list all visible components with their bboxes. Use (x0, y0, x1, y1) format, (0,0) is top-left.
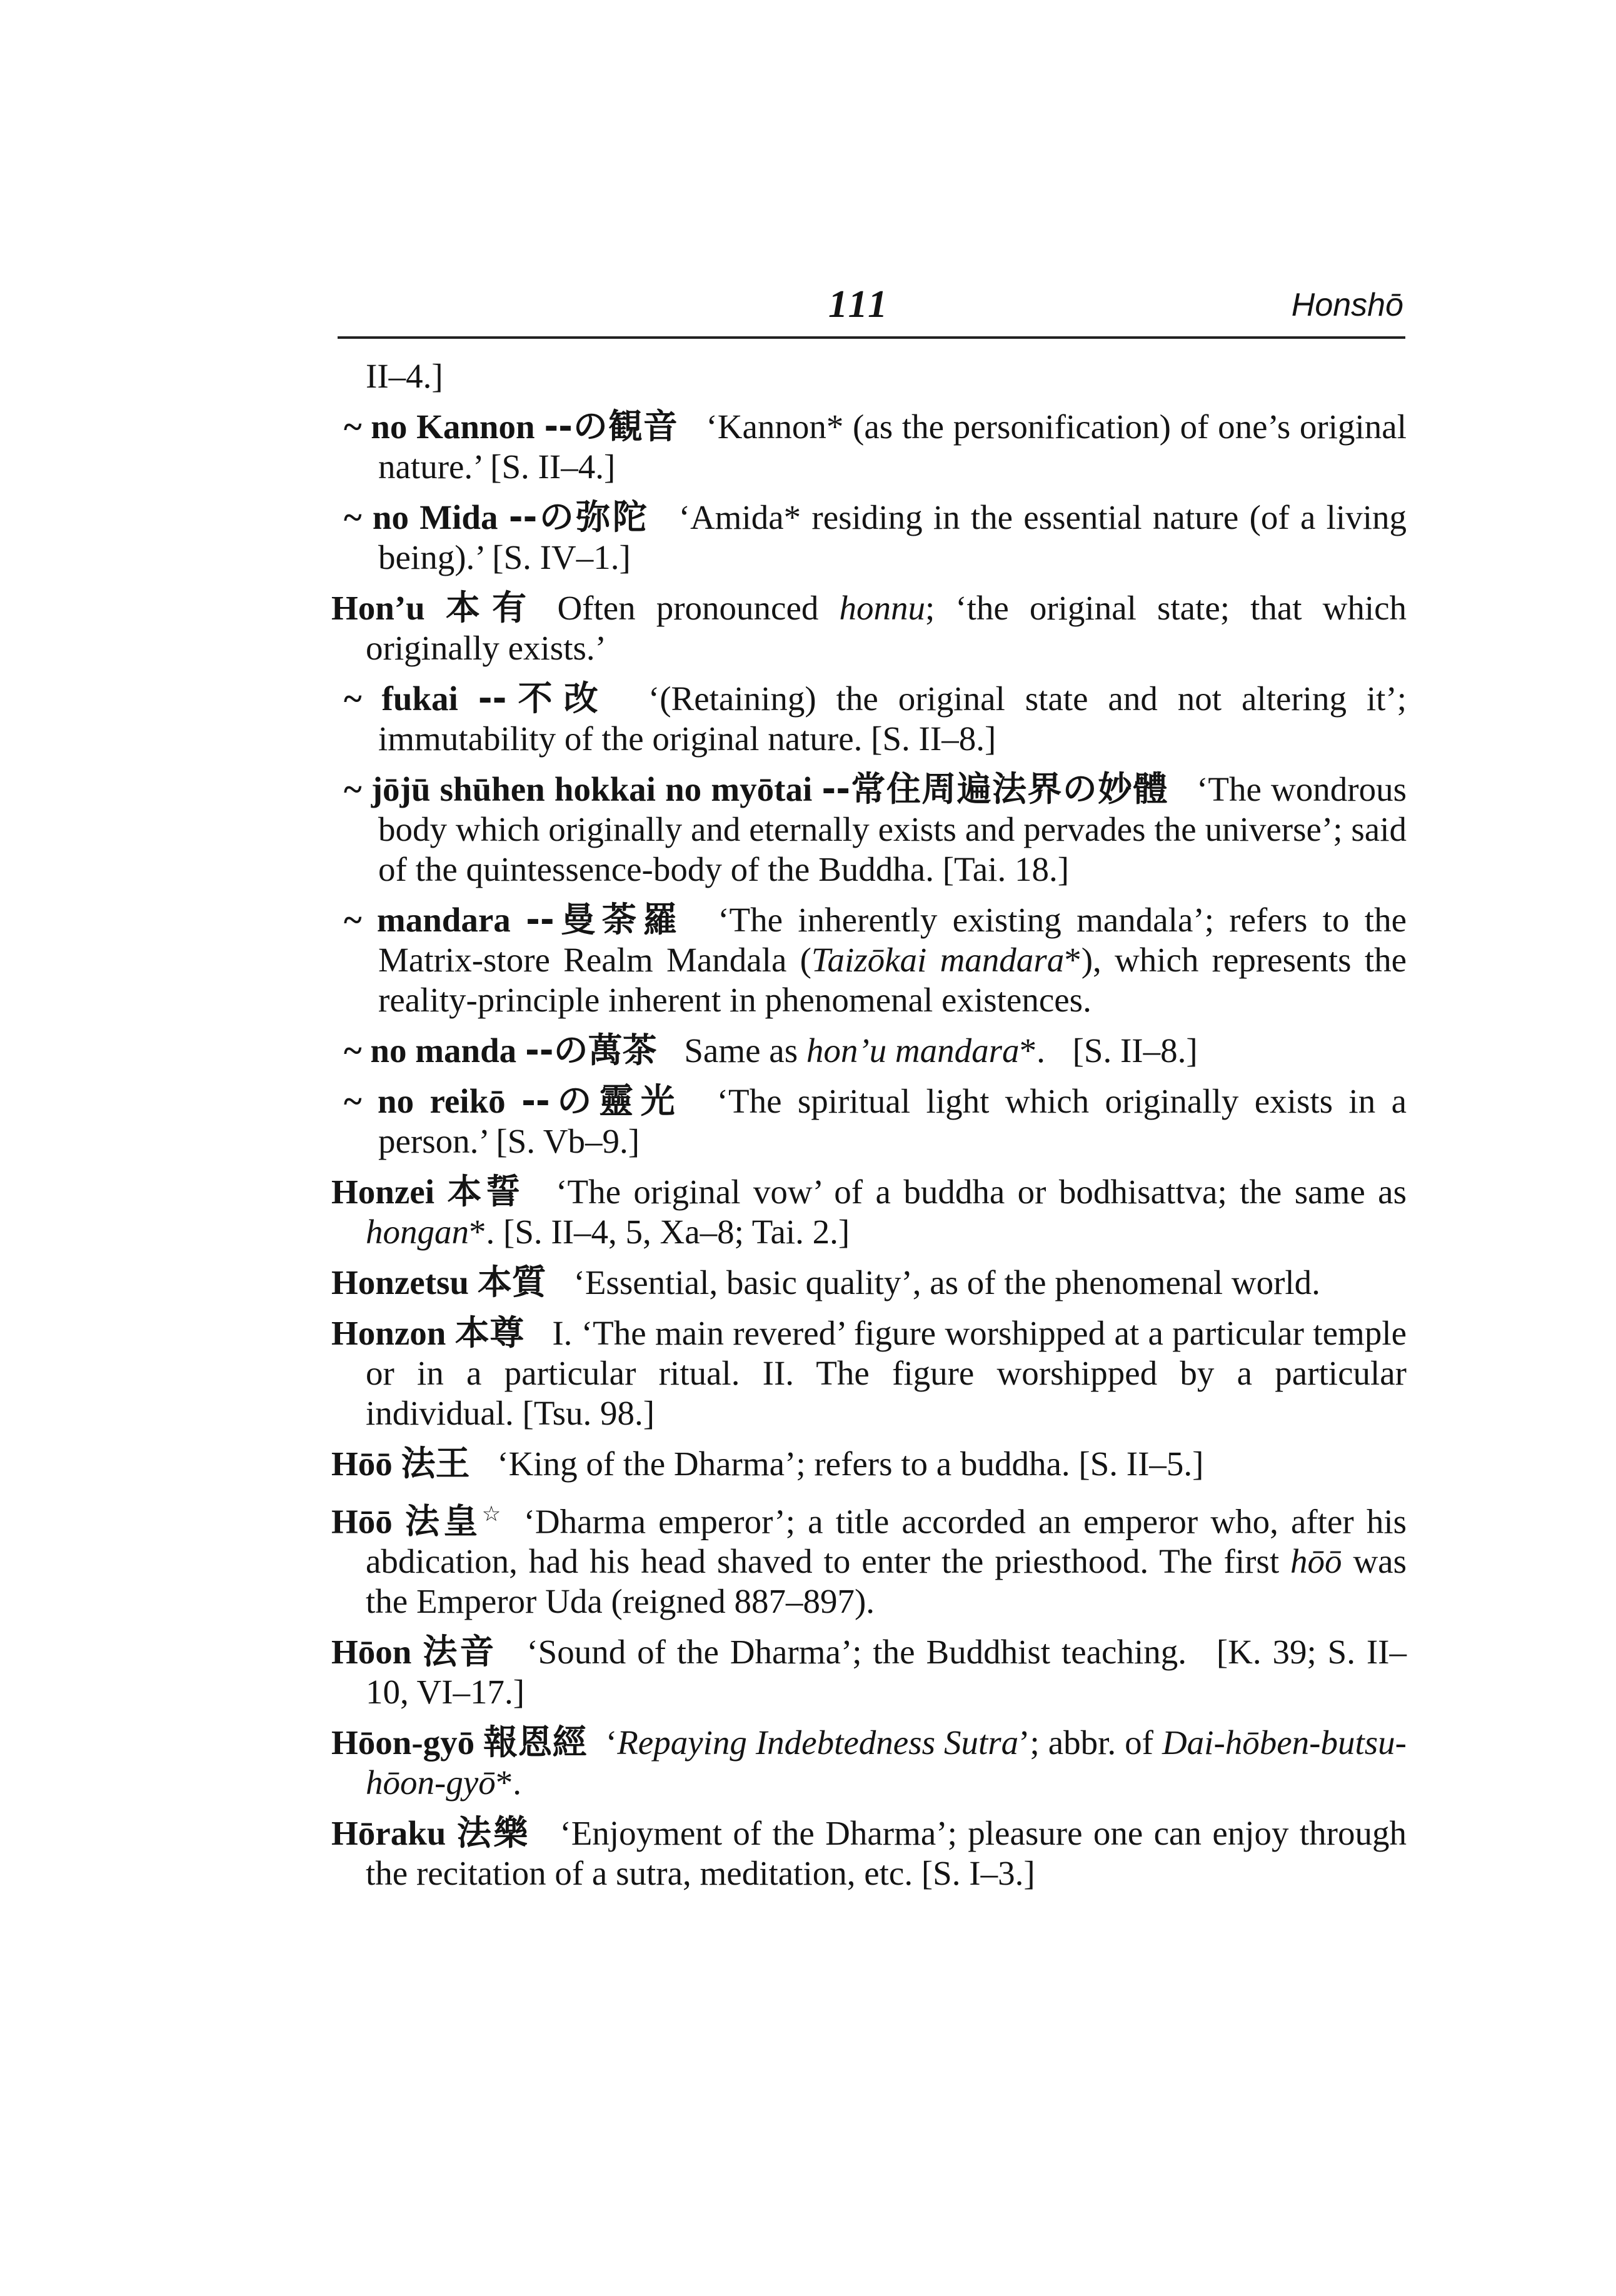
japanese-term: 法皇 (404, 1501, 482, 1542)
definition: ‘Sound of the Dharma’; the Buddhist teaching. (526, 1633, 1187, 1672)
japanese-term: --の萬茶 (524, 1030, 657, 1070)
subentry-mandara (344, 900, 1407, 1020)
japanese-term: 本有 (445, 588, 539, 628)
definition-post: ; ‘the original state; that which originally exists.’ (366, 589, 1407, 667)
japanese-term: --の観音 (544, 406, 678, 446)
definition-pre: ‘The original vow’ of a buddha or bodhisattva; the same as (556, 1173, 1407, 1211)
headword: Hon’u (331, 589, 425, 627)
japanese-term: 本質 (477, 1262, 546, 1302)
reference: [S. I–3.] (921, 1854, 1035, 1893)
definition-post: was the Emperor Uda (reigned 887–897). (366, 1542, 1407, 1621)
reference: [S. II–5.] (1078, 1445, 1204, 1483)
entry-honzon (331, 1313, 1407, 1433)
definition-post: *. (469, 1213, 495, 1251)
japanese-term: --の靈光 (521, 1081, 683, 1121)
definition: ‘(Retaining) the original state and not altering it’; immutability of the original nature. (378, 679, 1407, 758)
definition-pre: Often pronounced (557, 589, 840, 627)
entry-hoon (331, 1632, 1407, 1712)
headword: Honzetsu (331, 1263, 469, 1301)
headword: ~ mandara (344, 901, 511, 939)
entry-list (331, 356, 1407, 1903)
entry-hoon-gyo (331, 1722, 1407, 1803)
entry-hon-u (331, 588, 1407, 668)
entry-horaku (331, 1813, 1407, 1893)
japanese-term: --の弥陀 (508, 497, 650, 537)
definition-pre: ‘The inherently existing mandala’; refers to the Matrix-store Realm Mandala ( (378, 901, 1407, 979)
entry-honzetsu (331, 1262, 1407, 1303)
definition-post-2: *. (495, 1763, 521, 1802)
subentry-joju-shuhen (344, 769, 1407, 890)
japanese-term: 報恩經 (483, 1722, 587, 1763)
japanese-term: 法王 (401, 1443, 470, 1483)
definition: ‘Essential, basic quality’, as of the phenomenal world. (573, 1263, 1320, 1301)
definition-post: *), which represents the reality-principle inherent in phenomenal existences. (378, 941, 1407, 1019)
definition-italic: Taizōkai mandara (811, 941, 1065, 979)
reference: [S. II–8.] (1072, 1031, 1198, 1070)
definition-italic: hōō (1290, 1542, 1342, 1581)
headword: ~ no reikō (344, 1082, 506, 1120)
headword: ~ jōjū shūhen hokkai no myōtai (344, 770, 813, 808)
headword: ~ no manda (344, 1031, 517, 1070)
entry-continuation-text: II–4.] (366, 357, 443, 395)
definition-italic: Repaying Indebtedness Sutra (617, 1723, 1019, 1762)
reference: [K. 39; S. II–10, VI–17.] (366, 1633, 1407, 1712)
definition-post: ’; abbr. of (1018, 1723, 1162, 1762)
page-number: 111 (828, 283, 890, 326)
subentry-no-reiko (344, 1081, 1407, 1161)
header-rule (338, 336, 1405, 339)
subentry-no-mida (344, 497, 1407, 578)
definition: ‘Enjoyment of the Dharma’; pleasure one can enjoy through the recitation of a sutra, meditation, etc. (366, 1814, 1407, 1893)
headword: Hōon (331, 1633, 412, 1672)
reference: [S. IV–1.] (492, 538, 631, 576)
headword: Hōraku (331, 1814, 446, 1853)
definition-italic: hongan (366, 1213, 469, 1251)
japanese-term: 本誓 (447, 1171, 524, 1211)
definition: ‘Amida* residing in the essential nature (of a living being).’ (378, 498, 1407, 576)
japanese-term: --常住周遍法界の妙體 (821, 769, 1168, 809)
reference: [Tai. 18.] (942, 850, 1070, 888)
reference: [S. II–4.] (490, 448, 616, 486)
definition-post: *. (1019, 1031, 1045, 1070)
definition: ‘King of the Dharma’; refers to a buddha. (497, 1445, 1070, 1483)
entry-hoo-king (331, 1443, 1407, 1484)
definition-italic: honnu (839, 589, 925, 627)
reference: [S. Vb–9.] (496, 1122, 640, 1160)
entry-hoo-emperor (331, 1494, 1407, 1622)
subentry-fukai (344, 678, 1407, 759)
reference: [Tsu. 98.] (522, 1394, 655, 1432)
definition: I. ‘The main revered’ figure worshipped at a particular temple or in a particular ritual. II. The figure worshipped by a particular individual. (366, 1314, 1407, 1432)
japanese-term: 法音 (423, 1632, 497, 1672)
japanese-term: --曼荼羅 (526, 900, 684, 940)
definition: ‘Kannon* (as the personification) of one’s original nature.’ (378, 408, 1407, 486)
definition-pre: ‘Dharma emperor’; a title accorded an emperor who, after his abdication, had his head shaved to enter the priesthood. The first (366, 1502, 1407, 1581)
reference: [S. II–4, 5, Xa–8; Tai. 2.] (503, 1213, 850, 1251)
headword: Hōō (331, 1445, 393, 1483)
japanese-term: 本尊 (454, 1313, 524, 1353)
star-mark-icon: ☆ (481, 1501, 505, 1526)
subentry-no-manda (344, 1030, 1407, 1071)
headword: Hōon-gyō (331, 1723, 475, 1762)
definition-italic-2: Dai-hōben-butsu-hōon-gyō (366, 1723, 1407, 1802)
definition: ‘The wondrous body which originally and eternally exists and pervades the universe’; said of the quintessence-body of the Buddha. (378, 770, 1407, 888)
headword: Honzon (331, 1314, 446, 1352)
headword: ~ fukai (344, 679, 458, 718)
japanese-term: --不改 (478, 678, 610, 718)
japanese-term: 法樂 (456, 1813, 530, 1853)
headword: Hōō (331, 1502, 393, 1541)
headword: Honzei (331, 1173, 434, 1211)
reference: [S. II–8.] (871, 719, 996, 758)
definition-pre: ‘ (605, 1723, 618, 1762)
running-head: Honshō (1291, 287, 1403, 323)
entry-continuation (331, 356, 1407, 396)
headword: ~ no Mida (344, 498, 498, 536)
definition-pre: Same as (684, 1031, 806, 1070)
headword: ~ no Kannon (344, 408, 535, 446)
subentry-no-kannon (344, 406, 1407, 487)
definition-italic: hon’u mandara (806, 1031, 1020, 1070)
entry-honzei (331, 1171, 1407, 1252)
definition: ‘The spiritual light which originally exists in a person.’ (378, 1082, 1407, 1160)
